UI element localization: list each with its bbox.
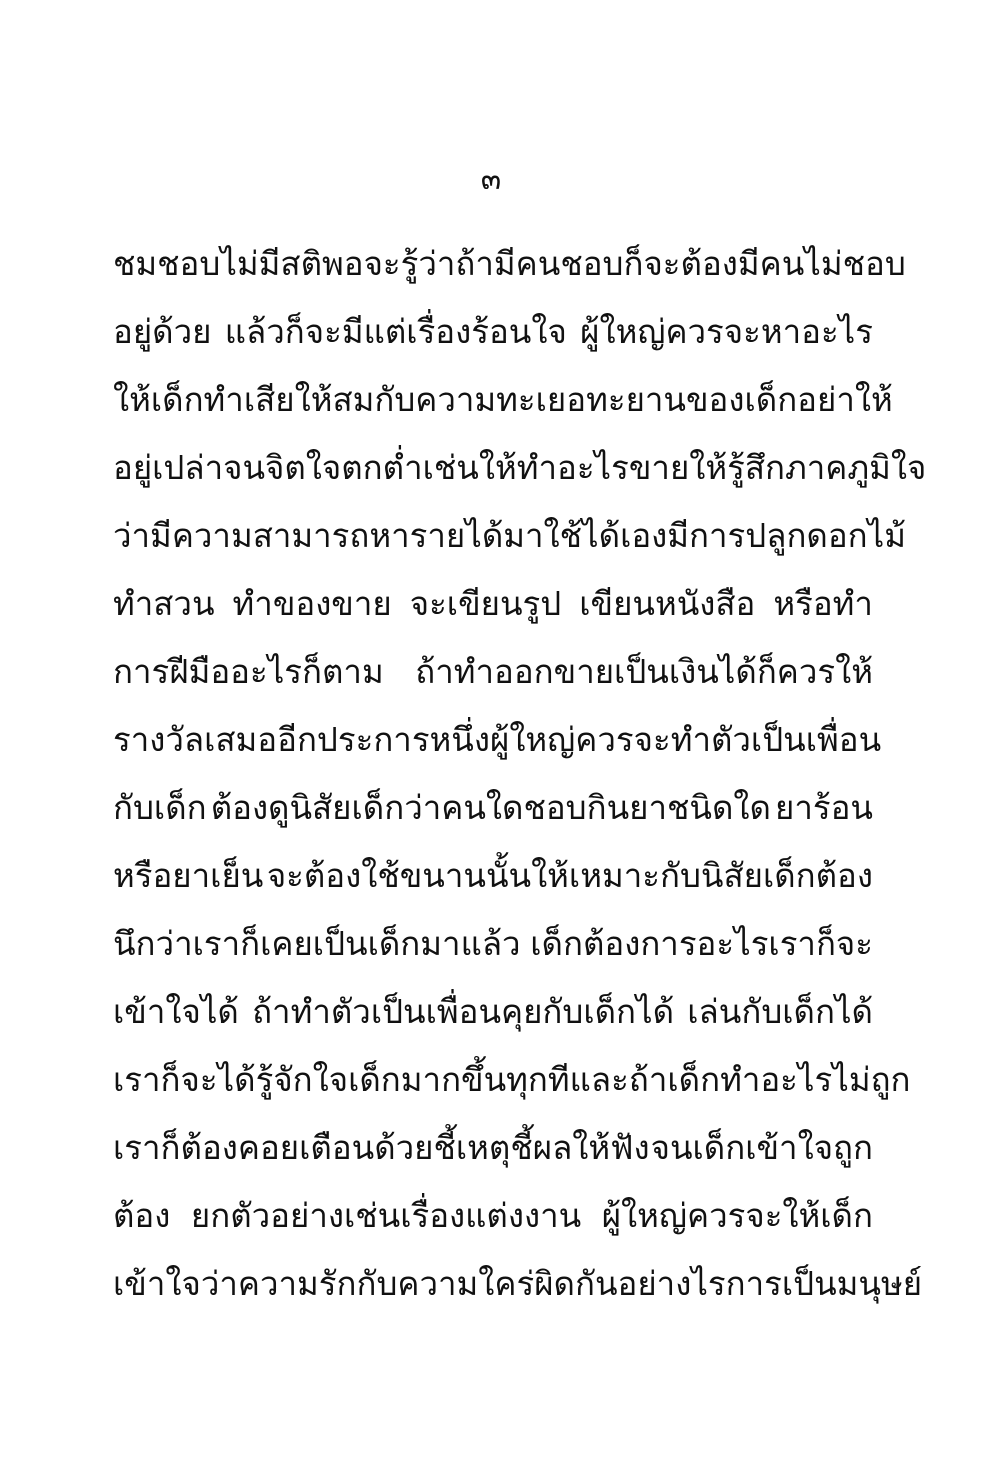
text-line xyxy=(113,830,873,898)
text-segment: เขียนหนังสือ xyxy=(579,584,756,623)
text-line xyxy=(113,626,873,694)
text-segment: นึกว่าเราก็เคยเป็นเด็กมาแล้ว xyxy=(113,924,521,963)
text-segment: ว่ามีความสามารถหารายได้มาใช้ได้เอง xyxy=(113,516,668,555)
text-segment: ยาร้อน xyxy=(775,788,873,827)
text-segment: จนเด็กเข้าใจถูก xyxy=(650,1128,873,1167)
text-segment: ไม่มีสติพอจะรู้ว่าถ้ามีคนชอบก็จะต้องมีคนไม่ชอบ xyxy=(220,244,906,283)
text-segment: หรือทำ xyxy=(773,584,873,623)
text-segment: จะต้องใช้ขนานนั้นให้เหมาะกับนิสัยเด็กต้อง xyxy=(266,856,873,895)
text-segment: ชมชอบ xyxy=(113,244,221,283)
text-segment: อย่าให้ xyxy=(797,380,893,419)
text-segment: ผู้ใหญ่ควรจะให้เด็ก xyxy=(601,1196,873,1235)
text-segment: ต้อง xyxy=(113,1196,171,1235)
body-text xyxy=(113,218,927,1306)
text-line xyxy=(113,422,927,490)
text-segment: ต้องดูนิสัยเด็กว่าคนใดชอบกินยาชนิดใด xyxy=(210,788,771,827)
text-line xyxy=(113,286,873,354)
text-line xyxy=(113,558,873,626)
text-segment: ทำของขาย xyxy=(232,584,392,623)
text-segment: มีการปลูกดอกไม้ xyxy=(667,516,907,555)
text-segment: และถ้าเด็กทำอะไรไม่ถูก xyxy=(569,1060,911,1099)
text-line xyxy=(113,1102,873,1170)
text-segment: ถ้าทำออกขายเป็นเงินได้ก็ควรให้ xyxy=(415,652,873,691)
text-segment: การเป็นมนุษย์ xyxy=(725,1264,923,1303)
text-segment: เราก็จะได้รู้จักใจเด็กมากขึ้นทุกที xyxy=(113,1060,570,1099)
text-segment: เข้าใจว่า xyxy=(113,1264,238,1303)
text-line xyxy=(113,218,906,286)
text-segment: อยู่ด้วย xyxy=(113,312,212,351)
text-segment: เราก็ต้องคอยเตือนด้วยชี้เหตุชี้ผลให้ฟัง xyxy=(113,1128,650,1167)
text-line xyxy=(113,966,873,1034)
text-line xyxy=(113,694,882,762)
text-line xyxy=(113,1170,873,1238)
text-segment: การฝีมืออะไรก็ตาม xyxy=(113,652,384,691)
text-line xyxy=(113,490,907,558)
text-segment: จะเขียนรูป xyxy=(409,584,562,623)
text-segment: เข้าใจได้ xyxy=(113,992,239,1031)
text-line xyxy=(113,898,873,966)
text-line xyxy=(113,354,893,422)
text-segment: แล้วก็จะมีแต่เรื่องร้อนใจ xyxy=(224,312,567,351)
text-segment: เช่นให้ทำอะไรขายให้รู้สึกภาคภูมิใจ xyxy=(422,448,927,487)
text-segment: ความรักกับความใคร่ผิดกันอย่างไร xyxy=(237,1264,726,1303)
text-line xyxy=(113,1238,923,1306)
text-segment: เล่นกับเด็กได้ xyxy=(687,992,873,1031)
text-segment: หรือยาเย็น xyxy=(113,856,264,895)
text-segment: อยู่เปล่าจนจิตใจตกต่ำ xyxy=(113,448,423,487)
text-segment: รางวัลเสมอ xyxy=(113,720,278,759)
text-line xyxy=(113,762,873,830)
text-segment: ทำสวน xyxy=(113,584,215,623)
text-segment: เด็กต้องการอะไรเราก็จะ xyxy=(530,924,873,963)
text-segment: อีกประการหนึ่งผู้ใหญ่ควรจะทำตัวเป็นเพื่อน xyxy=(277,720,882,759)
text-segment: กับเด็ก xyxy=(113,788,207,827)
text-segment: ถ้าทำตัวเป็นเพื่อนคุยกับเด็กได้ xyxy=(252,992,675,1031)
text-segment: ผู้ใหญ่ควรจะหาอะไร xyxy=(580,312,873,351)
text-segment: ยกตัวอย่างเช่นเรื่องแต่งงาน xyxy=(190,1196,582,1235)
text-line xyxy=(113,1034,911,1102)
page-number: ๓ xyxy=(480,162,502,197)
text-segment: ให้เด็กทำเสียให้สมกับความทะเยอทะยานของเด็ก xyxy=(113,380,798,419)
